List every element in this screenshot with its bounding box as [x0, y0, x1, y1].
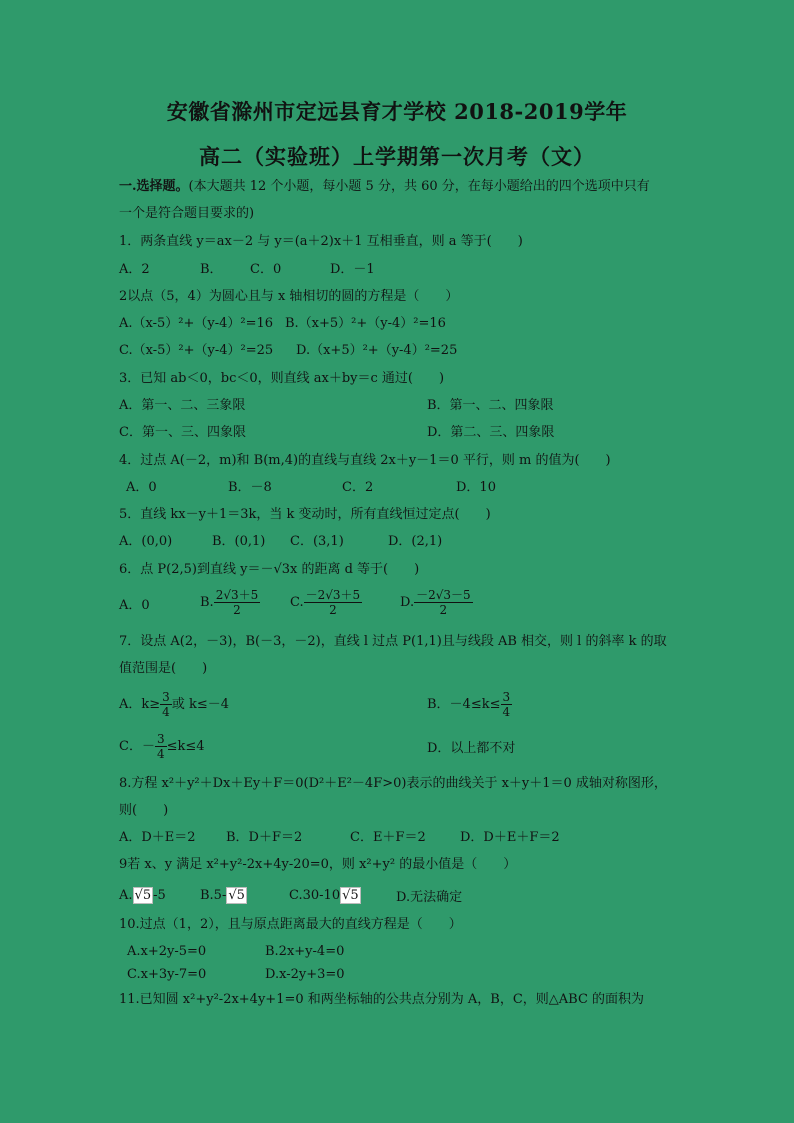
q5-option-a: A．(0,0) — [119, 534, 173, 549]
q1-option-b: B． — [200, 262, 223, 277]
q7-option-b-numerator: 3 — [502, 690, 511, 704]
question-10: 10.过点（1，2），且与原点距离最大的直线方程是（ ） — [119, 917, 462, 932]
q4-option-c: C．2 — [342, 480, 374, 495]
q3-option-d: D．第二、三、四象限 — [427, 425, 555, 440]
q2-option-d: D.（x+5）²+（y-4）²=25 — [296, 343, 458, 358]
q6-option-d-fraction — [414, 588, 473, 617]
q6-option-c-label: C. — [290, 595, 304, 610]
q9-option-c-label: C.30-10 — [289, 888, 341, 903]
q8-option-c: C．E＋F＝2 — [350, 830, 426, 845]
question-4: 4．过点 A(－2，m)和 B(m,4)的直线与直线 2x＋y－1＝0 平行，则 m 的值为( ) — [119, 453, 611, 468]
q8-option-a: A．D＋E＝2 — [119, 830, 196, 845]
q6-option-b-label: B. — [200, 595, 214, 610]
q7-option-c-denominator: 4 — [156, 747, 165, 761]
q7-option-c-numerator: 3 — [156, 732, 165, 746]
question-5: 5．直线 kx－y＋1＝3k，当 k 变动时，所有直线恒过定点( ) — [119, 507, 491, 522]
q10-option-a: A.x+2y-5=0 — [127, 944, 207, 959]
q7-option-c-suffix: ≤k≤4 — [166, 739, 205, 754]
q6-option-b-fraction — [214, 588, 261, 617]
question-8-line1: 8.方程 x²＋y²＋Dx＋Ey＋F＝0(D²＋E²－4F>0)表示的曲线关于 x＋y＋1＝0 成轴对称图形， — [119, 776, 667, 791]
q5-option-c: C．(3,1) — [290, 534, 344, 549]
question-8-line2: 则( ) — [119, 803, 169, 818]
q5-option-d: D．(2,1) — [388, 534, 443, 549]
q6-option-d-numerator: －2√3－5 — [416, 588, 471, 602]
q7-option-c — [119, 732, 205, 761]
q1-option-a: A．2 — [119, 262, 150, 277]
question-3: 3．已知 ab＜0，bc＜0，则直线 ax＋by＝c 通过( ) — [119, 371, 445, 386]
q6-option-a: A．0 — [119, 598, 150, 613]
q9-option-d: D.无法确定 — [396, 890, 463, 905]
q9-option-a-suffix: -5 — [153, 888, 166, 903]
q6-option-d-denominator: 2 — [439, 603, 448, 617]
q7-option-c-label: C．－ — [119, 739, 155, 754]
question-11: 11.已知圆 x²+y²-2x+4y+1=0 和两坐标轴的公共点分别为 A，B，C，则△ABC 的面积为 — [119, 992, 645, 1007]
q5-option-b: B．(0,1) — [212, 534, 266, 549]
exam-subtitle: 高二（实验班）上学期第一次月考（文） — [199, 144, 595, 169]
q3-option-c: C．第一、三、四象限 — [119, 425, 246, 440]
q2-option-a: A.（x-5）²+（y-4）²=16 — [119, 316, 274, 331]
question-1: 1．两条直线 y＝ax－2 与 y＝(a＋2)x＋1 互相垂直，则 a 等于( ) — [119, 234, 523, 249]
q7-option-b-label: B．－4≤k≤ — [427, 697, 501, 712]
q9-option-c-root: √5 — [342, 888, 359, 903]
q7-option-b — [427, 690, 512, 719]
q6-option-b — [200, 588, 260, 617]
q7-option-b-fraction — [501, 690, 513, 719]
q6-option-c-fraction — [304, 588, 363, 617]
q7-option-a-label: A．k≥ — [119, 697, 161, 712]
q7-option-d: D．以上都不对 — [427, 741, 516, 756]
q3-option-b: B．第一、二、四象限 — [427, 398, 554, 413]
q7-option-a-denominator: 4 — [162, 705, 170, 719]
q6-option-c-numerator: －2√3＋5 — [305, 588, 361, 602]
q4-option-b: B．－8 — [228, 480, 272, 495]
q1-option-d: D．－1 — [330, 262, 375, 277]
q7-option-a-suffix: 或 k≤－4 — [171, 697, 229, 712]
q8-option-d: D．D＋E＋F＝2 — [460, 830, 560, 845]
q9-option-b — [200, 887, 247, 905]
q4-option-d: D．10 — [456, 480, 496, 495]
q7-option-b-denominator: 4 — [502, 705, 511, 719]
q9-option-a-root: √5 — [134, 888, 152, 903]
question-9: 9若 x、y 满足 x²+y²-2x+4y-20=0，则 x²+y² 的最小值是（ ） — [119, 857, 517, 872]
q6-option-d — [400, 588, 473, 617]
q7-option-a-numerator: 3 — [162, 690, 170, 704]
q9-option-b-label: B.5- — [200, 888, 227, 903]
q6-option-c-denominator: 2 — [329, 603, 337, 617]
q1-option-c: C．0 — [250, 262, 282, 277]
q7-option-c-fraction — [155, 732, 167, 761]
section-intro-line2: 一个是符合题目要求的) — [119, 206, 255, 221]
q8-option-b: B．D＋F＝2 — [226, 830, 303, 845]
q6-option-b-numerator: 2√3＋5 — [215, 588, 259, 602]
q2-option-c: C.（x-5）²+（y-4）²=25 — [119, 343, 274, 358]
q9-option-b-root: √5 — [228, 888, 245, 903]
question-6: 6．点 P(2,5)到直线 y＝－√3x 的距离 d 等于( ) — [119, 562, 420, 577]
q9-option-a — [119, 887, 166, 905]
q9-option-c — [289, 887, 361, 905]
q6-option-d-label: D. — [400, 595, 415, 610]
question-2: 2以点（5，4）为圆心且与 x 轴相切的圆的方程是（ ） — [119, 289, 459, 304]
q3-option-a: A．第一、二、三象限 — [119, 398, 246, 413]
q6-option-c — [290, 588, 362, 617]
section-intro: (本大题共 12 个小题，每小题 5 分，共 60 分，在每小题给出的四个选项中只有 — [188, 179, 650, 194]
q9-option-a-label: A. — [119, 888, 133, 903]
q4-option-a: A．0 — [126, 480, 157, 495]
exam-title: 安徽省滁州市定远县育才学校 2018-2019学年 — [166, 99, 628, 124]
q6-option-b-denominator: 2 — [233, 603, 241, 617]
q10-option-d: D.x-2y+3=0 — [265, 967, 345, 982]
q10-option-c: C.x+3y-7=0 — [127, 967, 207, 982]
q7-option-a — [119, 690, 229, 719]
q2-option-b: B.（x+5）²+（y-4）²=16 — [285, 316, 446, 331]
question-7-line1: 7．设点 A(2，－3)，B(－3，－2)，直线 l 过点 P(1,1)且与线段 AB 相交，则 l 的斜率 k 的取 — [119, 634, 667, 649]
q10-option-b: B.2x+y-4=0 — [265, 944, 345, 959]
q7-option-a-fraction — [160, 690, 172, 719]
section-intro-line1 — [119, 178, 650, 196]
section-heading: 一.选择题。 — [119, 179, 189, 194]
question-7-line2: 值范围是( ) — [119, 661, 208, 676]
